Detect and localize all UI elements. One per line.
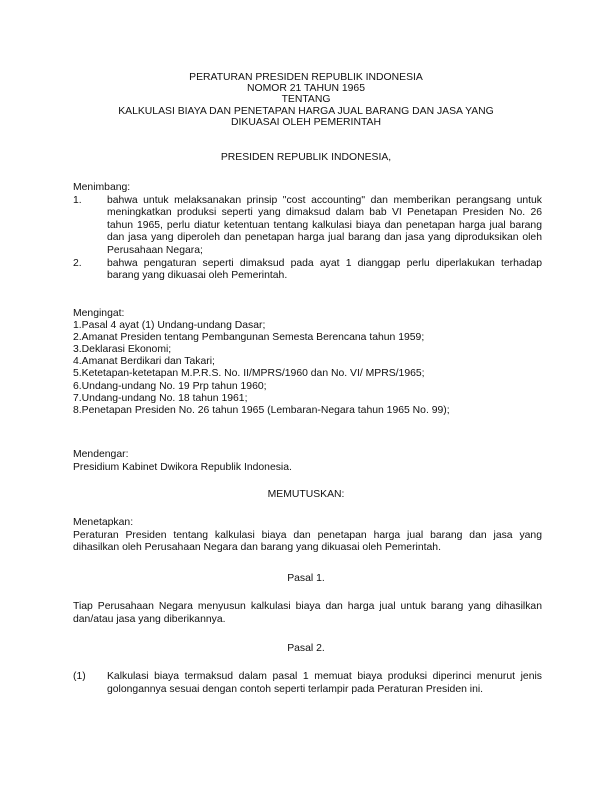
section-label: Menimbang: — [73, 182, 131, 193]
title-line: TENTANG — [281, 94, 331, 106]
document-heading — [70, 72, 542, 128]
list-item — [73, 671, 542, 696]
section-label: Mengingat: — [73, 308, 125, 319]
list-item: 7.Undang-undang No. 18 tahun 1961; — [73, 392, 248, 404]
title-line: KALKULASI BIAYA DAN PENETAPAN HARGA JUAL BARANG DAN JASA YANG — [118, 105, 494, 117]
list-item: 6.Undang-undang No. 19 Prp tahun 1960; — [73, 380, 267, 392]
section-text: Peraturan Presiden tentang kalkulasi biaya dan penetapan harga jual barang dan jasa yang dihasilkan oleh Perusahaan Negara dan barang yang dikuasai oleh Pemerintah. — [73, 529, 542, 554]
president-line: PRESIDEN REPUBLIK INDONESIA, — [220, 152, 392, 163]
pasal-1-text: Tiap Perusahaan Negara menyusun kalkulasi biaya dan harga jual untuk barang yang dihasilkan dan/atau jasa yang diberikannya. — [73, 601, 542, 625]
menetapkan-section — [73, 517, 542, 555]
list-item: 4.Amanat Berdikari dan Takari; — [73, 356, 215, 368]
list-item: 1.Pasal 4 ayat (1) Undang-undang Dasar; — [73, 320, 266, 332]
title-line: DIKUASAI OLEH PEMERINTAH — [231, 116, 381, 128]
memutuskan-heading: MEMUTUSKAN: — [267, 489, 345, 500]
menimbang-section — [73, 182, 542, 283]
list-item: 8.Penetapan Presiden No. 26 tahun 1965 (Lembaran-Negara tahun 1965 No. 99); — [73, 404, 450, 416]
mengingat-section — [73, 308, 542, 417]
item-number: (1) — [73, 671, 86, 682]
item-text: bahwa pengaturan seperti dimaksud pada ayat 1 dianggap perlu diperlakukan terhadap barang yang dikuasai oleh Pemerintah. — [107, 257, 542, 282]
item-text: bahwa untuk melaksanakan prinsip "cost accounting" dan memberikan perangsang untuk meningkatkan produksi seperti yang dimaksud dalam bab VI Penetapan Presiden No. 26 tahun 1965, perlu diatur ketentuan tentang kalkulasi biaya dan penetapan harga jual barang dan jasa yang diperoleh dan penetapan harga jual barang dan jasa yang diproduksikan oleh Perusahaan Negara; — [107, 194, 542, 256]
pasal-2-heading: Pasal 2. — [287, 643, 325, 654]
title-line: NOMOR 21 TAHUN 1965 — [247, 83, 365, 95]
list-item: 2.Amanat Presiden tentang Pembangunan Semesta Berencana tahun 1959; — [73, 332, 425, 344]
pasal-2-section — [73, 671, 542, 696]
item-text: Kalkulasi biaya termaksud dalam pasal 1 memuat biaya produksi diperinci menurut jenis golongannya sesuai dengan contoh seperti terlampir pada Peraturan Presiden ini. — [107, 671, 542, 695]
list-item: 3.Deklarasi Ekonomi; — [73, 344, 172, 356]
list-item — [73, 258, 542, 283]
item-number: 2. — [73, 257, 82, 269]
list-item: 5.Ketetapan-ketetapan M.P.R.S. No. II/MPRS/1960 dan No. VI/ MPRS/1965; — [73, 368, 425, 380]
list-item — [73, 195, 542, 258]
section-label: Menetapkan: — [73, 517, 134, 528]
section-label: Mendengar: — [73, 449, 129, 460]
section-text: Presidium Kabinet Dwikora Republik Indonesia. — [73, 461, 292, 473]
pasal-1-heading: Pasal 1. — [287, 573, 325, 584]
mendengar-section — [73, 449, 542, 474]
title-line: PERATURAN PRESIDEN REPUBLIK INDONESIA — [189, 72, 423, 83]
item-number: 1. — [73, 194, 82, 206]
